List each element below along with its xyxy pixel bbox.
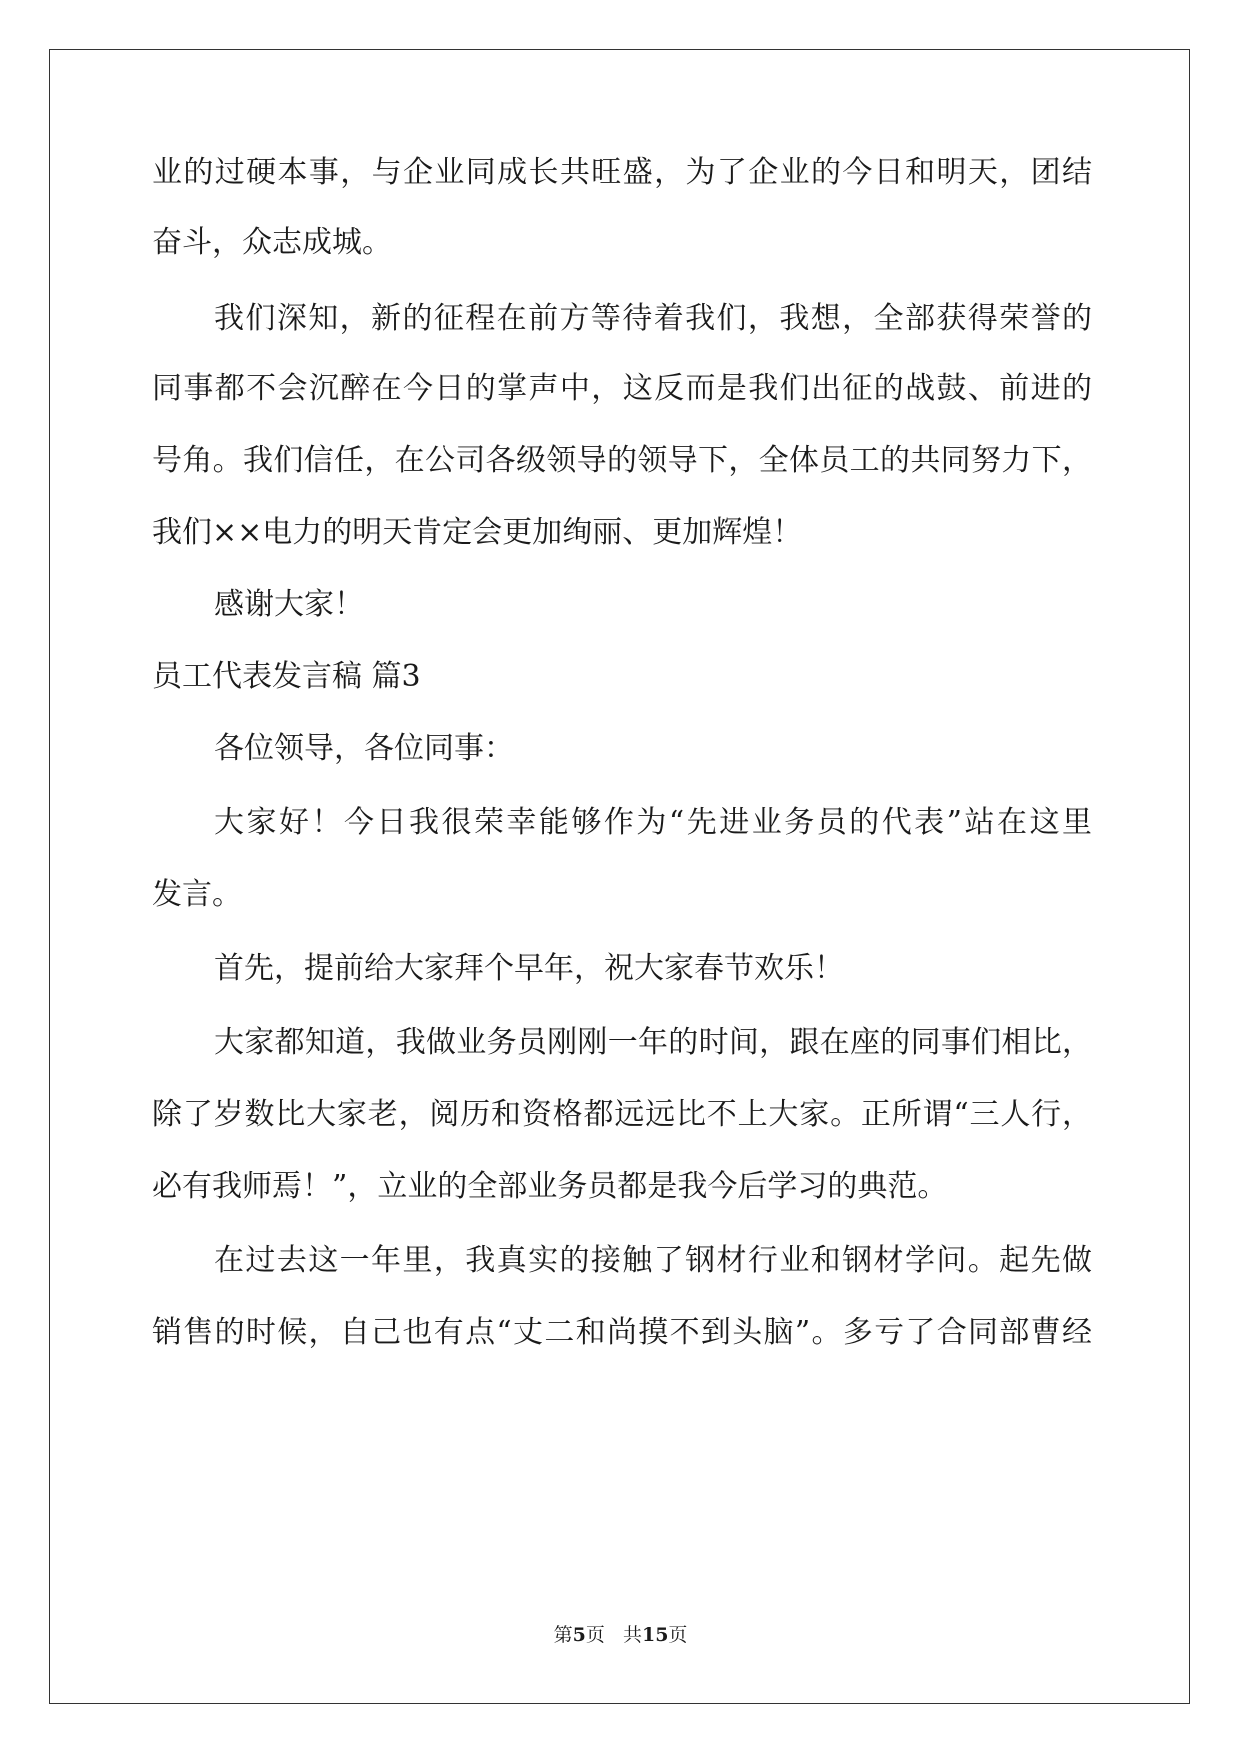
footer-page-suffix: 页 <box>585 1624 605 1646</box>
body-line: 首先，提前给大家拜个早年，祝大家春节欢乐！ <box>214 951 844 986</box>
footer-total-prefix: 共 <box>622 1624 642 1646</box>
page-footer <box>0 1620 1241 1647</box>
page-total: 15 <box>641 1624 669 1646</box>
body-line: 销售的时候，自己也有点“丈二和尚摸不到头脑”。多亏了合同部曹经 <box>152 1315 1092 1350</box>
body-line: 感谢大家！ <box>214 587 364 622</box>
body-line: 业的过硬本事，与企业同成长共旺盛，为了企业的今日和明天，团结 <box>152 155 1092 190</box>
salutation: 各位领导，各位同事： <box>214 731 514 766</box>
body-line: 同事都不会沉醉在今日的掌声中，这反而是我们出征的战鼓、前进的 <box>152 371 1092 406</box>
section-heading: 员工代表发言稿 篇3 <box>152 659 421 694</box>
body-line: 我们深知，新的征程在前方等待着我们，我想，全部获得荣誉的 <box>214 301 1092 336</box>
page-number: 5 <box>572 1624 586 1646</box>
body-line: 在过去这一年里，我真实的接触了钢材行业和钢材学问。起先做 <box>214 1243 1092 1278</box>
footer-total-suffix: 页 <box>668 1624 688 1646</box>
body-line: 号角。我们信任，在公司各级领导的领导下，全体员工的共同努力下， <box>152 443 1092 478</box>
footer-prefix: 第 <box>553 1624 573 1646</box>
body-line: 大家都知道，我做业务员刚刚一年的时间，跟在座的同事们相比， <box>214 1025 1092 1060</box>
body-line: 发言。 <box>152 877 242 912</box>
body-line: 我们××电力的明天肯定会更加绚丽、更加辉煌！ <box>152 515 803 550</box>
body-line: 必有我师焉！”，立业的全部业务员都是我今后学习的典范。 <box>152 1169 948 1204</box>
body-line: 奋斗，众志成城。 <box>152 225 392 260</box>
body-line: 除了岁数比大家老，阅历和资格都远远比不上大家。正所谓“三人行， <box>152 1097 1092 1132</box>
body-line: 大家好！今日我很荣幸能够作为“先进业务员的代表”站在这里 <box>214 805 1092 840</box>
